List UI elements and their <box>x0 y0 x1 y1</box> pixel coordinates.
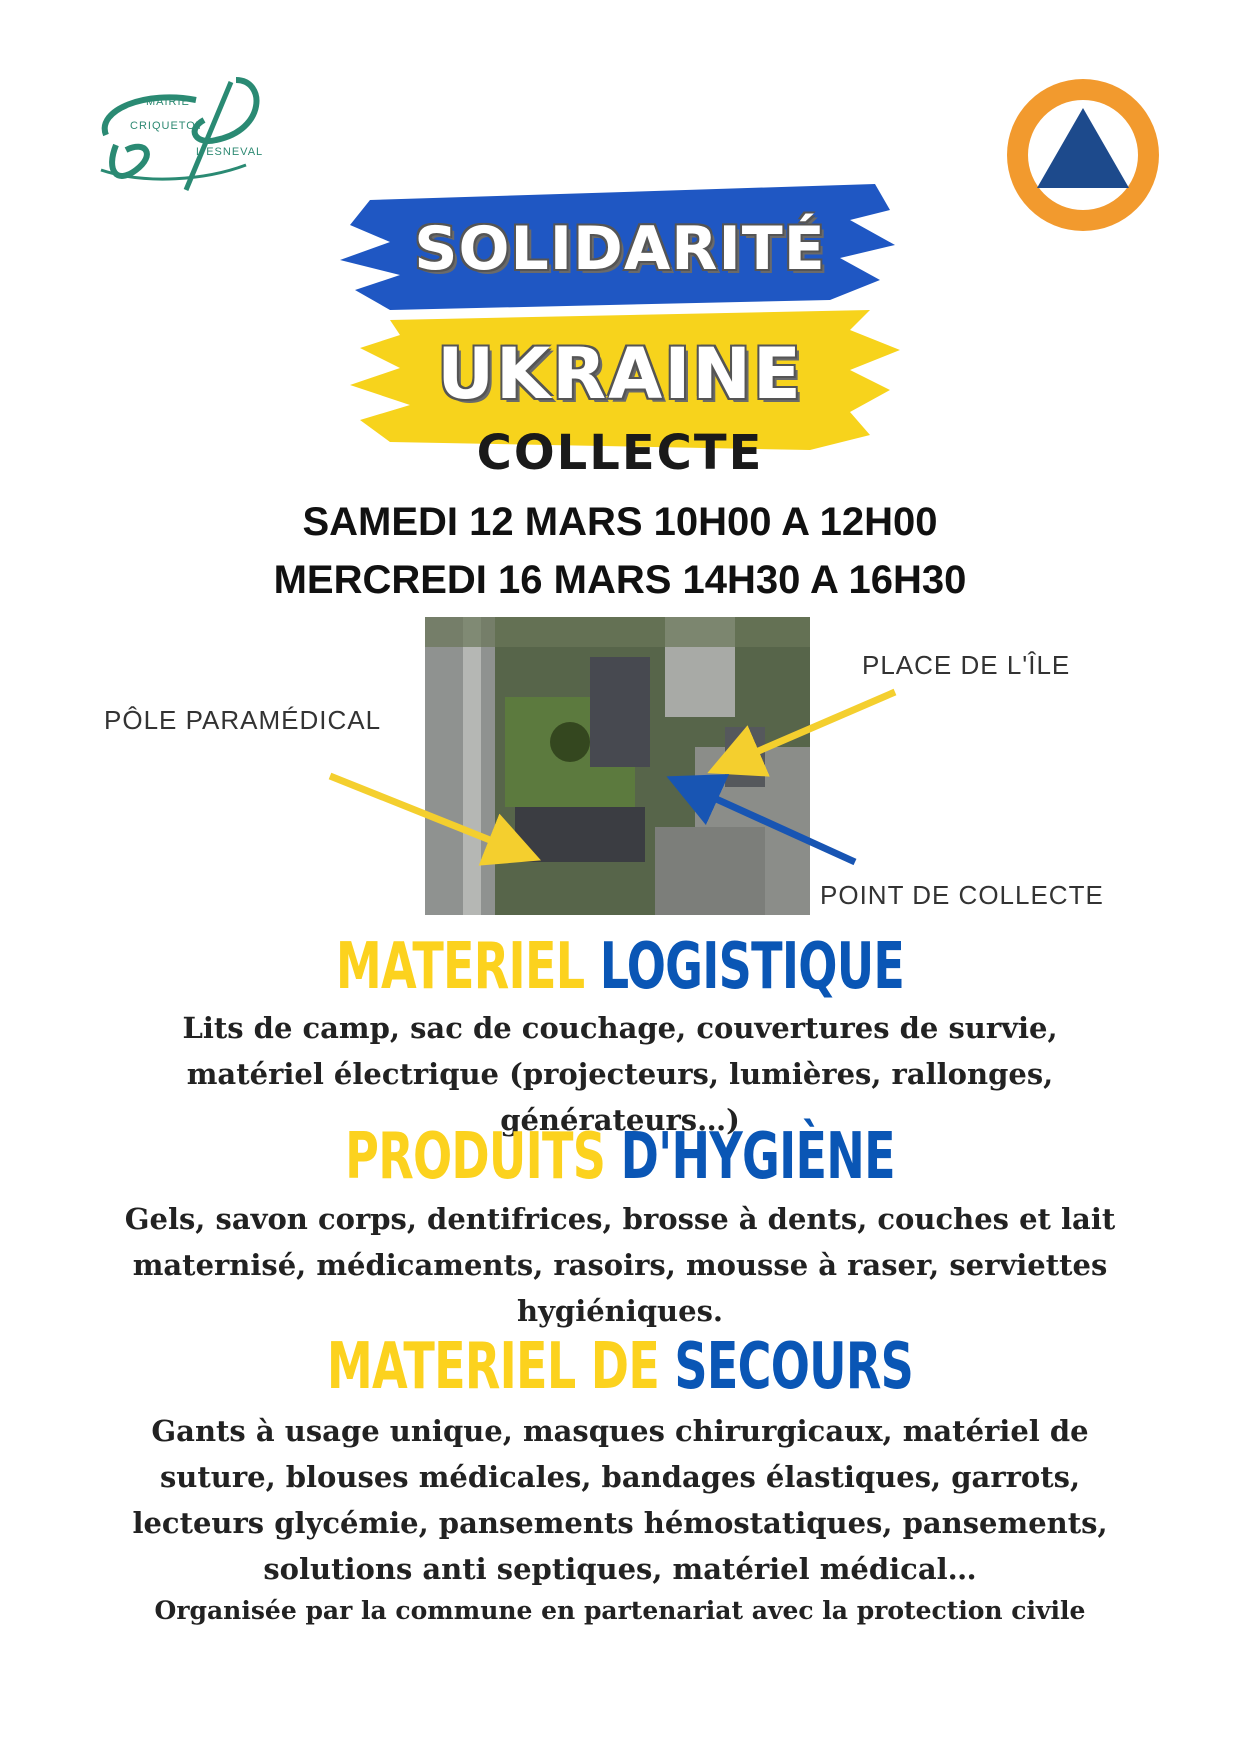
footer-note: Organisée par la commune en partenariat avec la protection civile <box>154 1596 1086 1625</box>
mairie-logo-line: L'ESNEVAL <box>196 146 264 158</box>
heading-yellow: PRODUITS <box>345 1120 606 1194</box>
arrow-place <box>733 692 895 762</box>
arrow-point <box>692 788 855 862</box>
section-text-logistique: Lits de camp, sac de couchage, couvertures de survie, matériel électrique (projecteurs, lumières, rallonges, générateurs…) <box>182 1011 1058 1137</box>
map-label-point: POINT DE COLLECTE <box>820 880 1104 910</box>
banner-subtitle-collecte: COLLECTE <box>476 425 764 481</box>
mairie-logo-line: CRIQUETOT <box>130 120 204 132</box>
section-heading-hygiene <box>174 1120 1067 1194</box>
section-heading-secours <box>174 1330 1067 1404</box>
banner-title-solidarite: SOLIDARITÉ <box>414 214 826 284</box>
heading-blue: LOGISTIQUE <box>599 930 905 1004</box>
heading-blue: SECOURS <box>674 1330 914 1404</box>
heading-blue: D'HYGIÈNE <box>620 1120 895 1194</box>
section-text-hygiene: Gels, savon corps, dentifrices, brosse à dents, couches et lait maternisé, médicaments, rasoirs, mousse à raser, serviettes hygiéniques. <box>124 1202 1116 1328</box>
banner-title-ukraine: UKRAINE <box>437 333 803 415</box>
map-label-pole: PÔLE PARAMÉDICAL <box>104 705 382 735</box>
arrow-pole <box>330 776 515 850</box>
date-line: MERCREDI 16 MARS 14H30 A 16H30 <box>273 558 967 602</box>
map-label-place: PLACE DE L'ÎLE <box>862 650 1071 680</box>
section-text-secours: Gants à usage unique, masques chirurgicaux, matériel de suture, blouses médicales, bandages élastiques, garrots, lecteurs glycémie, pansements hémostatiques, pansements, solutions anti septiques, matériel médical… <box>132 1414 1108 1586</box>
date-line: SAMEDI 12 MARS 10H00 A 12H00 <box>302 500 938 544</box>
section-heading-logistique <box>174 930 1067 1004</box>
heading-yellow: MATERIEL DE <box>326 1330 660 1404</box>
mairie-logo-line: MAIRIE <box>146 96 190 108</box>
heading-yellow: MATERIEL <box>335 930 585 1004</box>
